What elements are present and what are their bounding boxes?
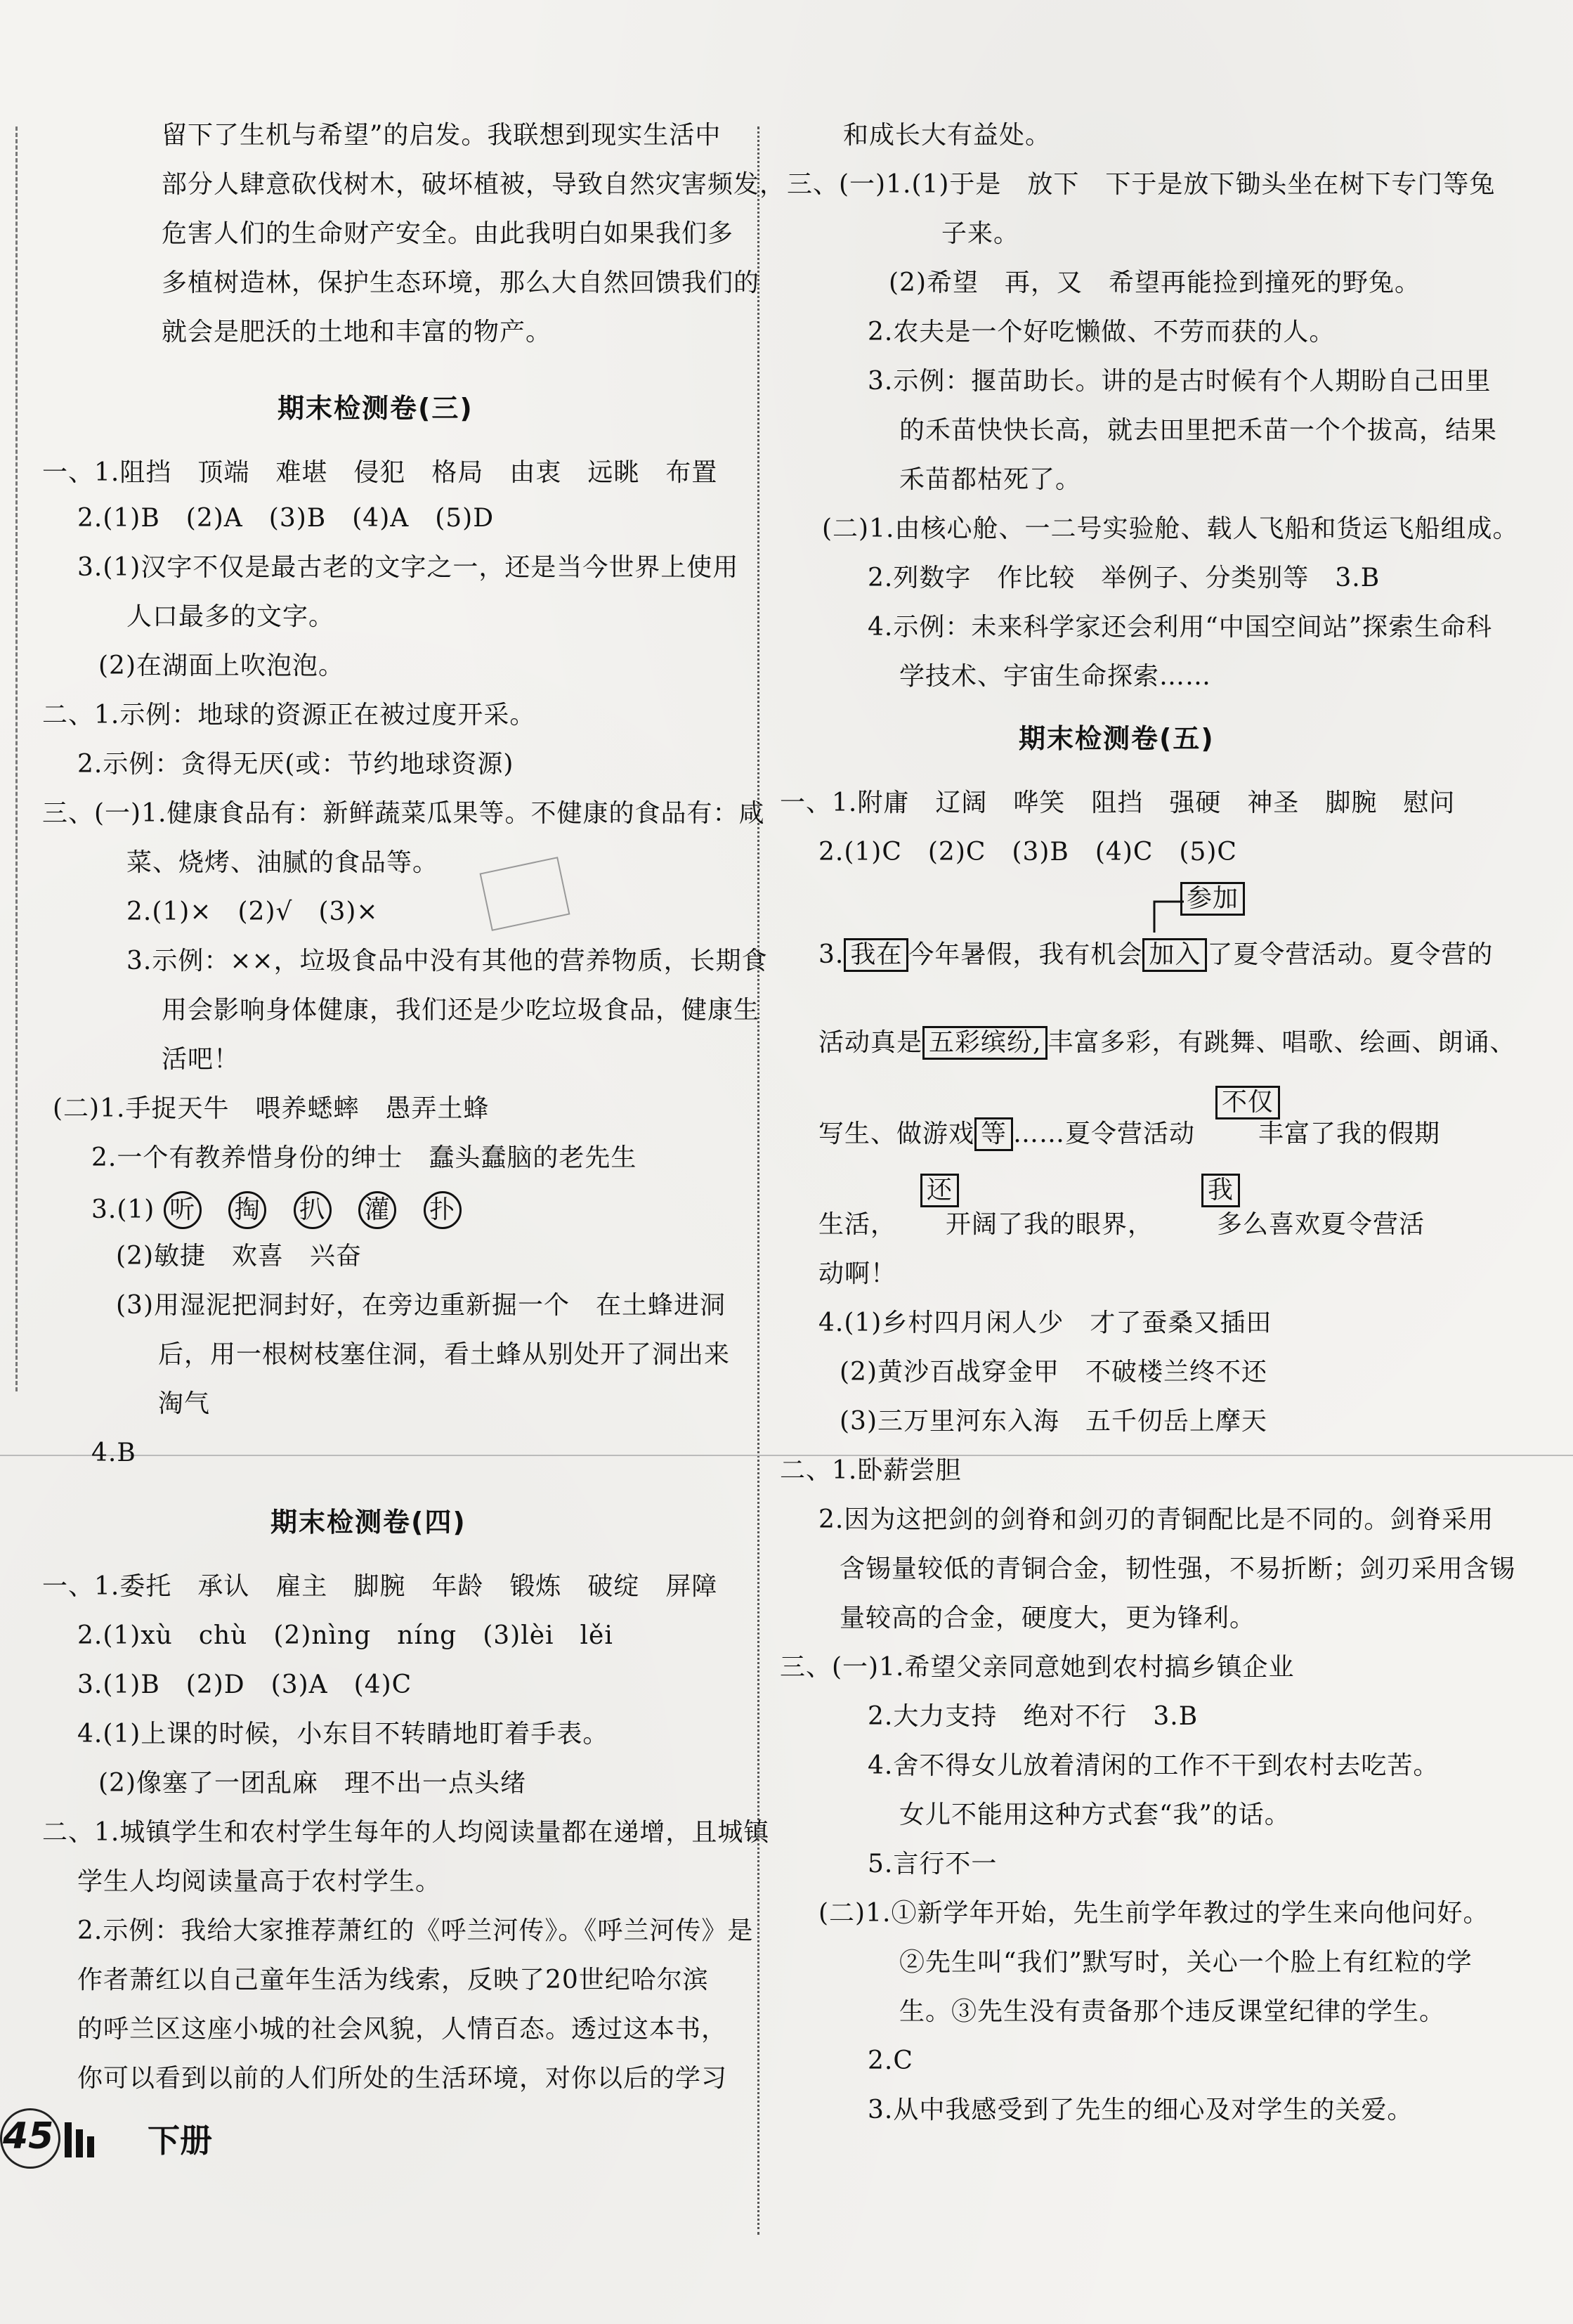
left-column — [0, 0, 786, 2324]
answer-line: 2.一个有教养惜身份的绅士 蠢头蠢脑的老先生 — [91, 1143, 637, 1172]
answer-line: 2.(1)xù chù (2)nìng níng (3)lèi lěi — [77, 1621, 613, 1650]
intro-line: 多植树造林，保护生态环境，那么大自然回馈我们的 — [162, 268, 760, 297]
answer-line: 4.舍不得女儿放着清闲的工作不干到农村去吃苦。 — [868, 1751, 1440, 1780]
circled-chars-row — [91, 1191, 480, 1229]
circled-char: 掏 — [228, 1191, 266, 1229]
answer-line: 5.言行不一 — [868, 1850, 998, 1878]
answer-line: 4.B — [91, 1439, 136, 1467]
answer-line: 你可以看到以前的人们所处的生活环境，对你以后的学习 — [77, 2064, 728, 2093]
answer-line: 2.农夫是一个好吃懒做、不劳而获的人。 — [868, 318, 1336, 346]
answer-line: 子来。 — [941, 219, 1020, 248]
volume-label: 下册 — [148, 2122, 212, 2160]
answer-line: (2)在湖面上吹泡泡。 — [98, 651, 344, 680]
answer-line: 学技术、宇宙生命探索…… — [899, 662, 1212, 691]
answer-line: 一、1.委托 承认 雇主 脚腕 年龄 锻炼 破绽 屏障 — [42, 1572, 718, 1601]
answer-line: (2)希望 再，又 希望再能捡到撞死的野兔。 — [889, 268, 1421, 297]
answer-line: (3)用湿泥把洞封好，在旁边重新掘一个 在土蜂进洞 — [116, 1291, 726, 1320]
edited-line: 3. 我在 今年暑假，我有机会 加入 了夏令营活动。夏令营的 — [818, 938, 1493, 972]
answer-line: 含锡量较低的青铜合金，韧性强，不易折断；剑刃采用含锡 — [840, 1554, 1516, 1583]
answer-line: 4.示例：未来科学家还会利用“中国空间站”探索生命科 — [868, 613, 1493, 642]
answer-line: 2.示例：贪得无厌(或：节约地球资源) — [77, 750, 514, 779]
answer-line: (二)1.手捉天牛 喂养蟋蟀 愚弄土蜂 — [53, 1094, 490, 1123]
answer-line: ②先生叫“我们”默写时，关心一个脸上有红粒的学 — [899, 1948, 1473, 1977]
answer-line: 2.(1)C (2)C (3)B (4)C (5)C — [818, 838, 1237, 866]
edited-line: 活动真是 五彩缤纷, 丰富多彩，有跳舞、唱歌、绘画、朗诵、 — [818, 1026, 1515, 1060]
circled-char: 听 — [164, 1191, 202, 1229]
answer-line: 和成长大有益处。 — [843, 121, 1052, 150]
insertion-box: 还 — [920, 1174, 959, 1207]
answer-line: (二)1.由核心舱、一二号实验舱、载人飞船和货运飞船组成。 — [822, 514, 1519, 543]
answer-line: 2.因为这把剑的剑脊和剑刃的青铜配比是不同的。剑脊采用 — [818, 1505, 1494, 1534]
answer-line: 三、(一)1.(1)于是 放下 下于是放下锄头坐在树下专门等兔 — [787, 170, 1496, 199]
circled-char: 灌 — [358, 1191, 396, 1229]
insertion-box: 参加 — [1180, 882, 1245, 916]
answer-line: 三、(一)1.健康食品有：新鲜蔬菜瓜果等。不健康的食品有：咸 — [42, 799, 765, 828]
question-prefix: 3.(1) — [91, 1195, 155, 1224]
answer-line: 4.(1)上课的时候，小东目不转睛地盯着手表。 — [77, 1720, 609, 1748]
answer-line: 一、1.附庸 辽阔 哗笑 阻挡 强硬 神圣 脚腕 慰问 — [780, 788, 1456, 817]
edit-arrow — [1149, 896, 1191, 938]
answer-line: 禾苗都枯死了。 — [899, 465, 1082, 494]
circled-char: 扒 — [294, 1191, 332, 1229]
page-number: 45 — [3, 2115, 54, 2157]
answer-line: 淘气 — [158, 1389, 211, 1418]
answer-line: 量较高的合金，硬度大，更为锋利。 — [840, 1604, 1256, 1632]
answer-line: 女儿不能用这种方式套“我”的话。 — [899, 1800, 1291, 1829]
answer-line: 后，用一根树枝塞住洞，看土蜂从别处开了洞出来 — [158, 1340, 731, 1369]
answer-line: (2)像塞了一团乱麻 理不出一点头绪 — [98, 1769, 526, 1798]
answer-line: 的呼兰区这座小城的社会风貌，人情百态。透过这本书， — [77, 2015, 728, 2044]
answer-line: 4.(1)乡村四月闲人少 才了蚕桑又插田 — [818, 1309, 1272, 1337]
section-title-3: 期末检测卷(三) — [278, 393, 474, 424]
insertion-box: 不仅 — [1215, 1086, 1280, 1119]
intro-line: 部分人肆意砍伐树木，破坏植被，导致自然灾害频发， — [162, 170, 786, 199]
intro-line: 留下了生机与希望”的启发。我联想到现实生活中 — [162, 121, 722, 150]
answer-line: (二)1.①新学年开始，先生前学年教过的学生来向他问好。 — [818, 1899, 1489, 1928]
section-title-5: 期末检测卷(五) — [1019, 723, 1215, 754]
edited-line: 动啊！ — [818, 1259, 897, 1288]
answer-line: 3.(1)汉字不仅是最古老的文字之一，还是当今世界上使用 — [77, 553, 739, 582]
intro-line: 危害人们的生命财产安全。由此我明白如果我们多 — [162, 219, 734, 248]
watermark-stamp — [480, 857, 570, 931]
edited-line: 生活， 开阔了我的眼界， 多么喜欢夏令营活 — [818, 1210, 1425, 1239]
column-divider — [757, 126, 759, 2235]
circled-char: 扑 — [424, 1191, 462, 1229]
answer-line: 作者萧红以自己童年生活为线索，反映了20世纪哈尔滨 — [77, 1966, 709, 1994]
answer-line: (2)黄沙百战穿金甲 不破楼兰终不还 — [840, 1358, 1267, 1387]
answer-line: 2.大力支持 绝对不行 3.B — [868, 1702, 1199, 1731]
answer-line: (2)敏捷 欢喜 兴奋 — [116, 1242, 362, 1271]
answer-line: 2.(1)B (2)A (3)B (4)A (5)D — [77, 504, 495, 533]
answer-line: 的禾苗快快长高，就去田里把禾苗一个个拔高，结果 — [899, 416, 1498, 445]
answer-line: 人口最多的文字。 — [126, 602, 335, 631]
answer-line: 生。③先生没有责备那个违反课堂纪律的学生。 — [899, 1997, 1446, 2026]
bars-icon — [65, 2122, 128, 2157]
answer-line: 一、1.阻挡 顶端 难堪 侵犯 格局 由衷 远眺 布置 — [42, 458, 718, 487]
right-column — [766, 0, 1519, 2324]
intro-line: 就会是肥沃的土地和丰富的物产。 — [162, 318, 552, 346]
answer-line: 2.(1)× (2)√ (3)× — [126, 897, 379, 926]
section-title-4: 期末检测卷(四) — [270, 1507, 466, 1538]
answer-line: (3)三万里河东入海 五千仞岳上摩天 — [840, 1407, 1267, 1436]
answer-line: 3.从中我感受到了先生的细心及对学生的关爱。 — [868, 2096, 1414, 2124]
answer-line: 二、1.示例：地球的资源正在被过度开采。 — [42, 701, 536, 729]
answer-line: 2.列数字 作比较 举例子、分类别等 3.B — [868, 564, 1381, 592]
answer-line: 2.C — [868, 2046, 913, 2075]
answer-line: 菜、烧烤、油腻的食品等。 — [126, 848, 439, 877]
answer-line: 三、(一)1.希望父亲同意她到农村搞乡镇企业 — [780, 1653, 1295, 1682]
answer-line: 3.(1)B (2)D (3)A (4)C — [77, 1670, 412, 1699]
answer-line: 3.示例：揠苗助长。讲的是古时候有个人期盼自己田里 — [868, 367, 1492, 396]
answer-line: 用会影响身体健康，我们还是少吃垃圾食品，健康生 — [162, 996, 760, 1025]
answer-line: 二、1.卧薪尝胆 — [780, 1456, 962, 1485]
answer-line: 2.示例：我给大家推荐萧红的《呼兰河传》。《呼兰河传》是 — [77, 1916, 754, 1945]
answer-line: 二、1.城镇学生和农村学生每年的人均阅读量都在递增，且城镇 — [42, 1818, 770, 1847]
answer-line: 3.示例：××，垃圾食品中没有其他的营养物质，长期食 — [126, 947, 768, 975]
answer-line: 活吧！ — [162, 1045, 240, 1074]
insertion-box: 我 — [1201, 1174, 1240, 1207]
answer-line: 学生人均阅读量高于农村学生。 — [77, 1867, 442, 1896]
edited-line: 写生、做游戏 等 ……夏令营活动 丰富了我的假期 — [818, 1117, 1440, 1151]
